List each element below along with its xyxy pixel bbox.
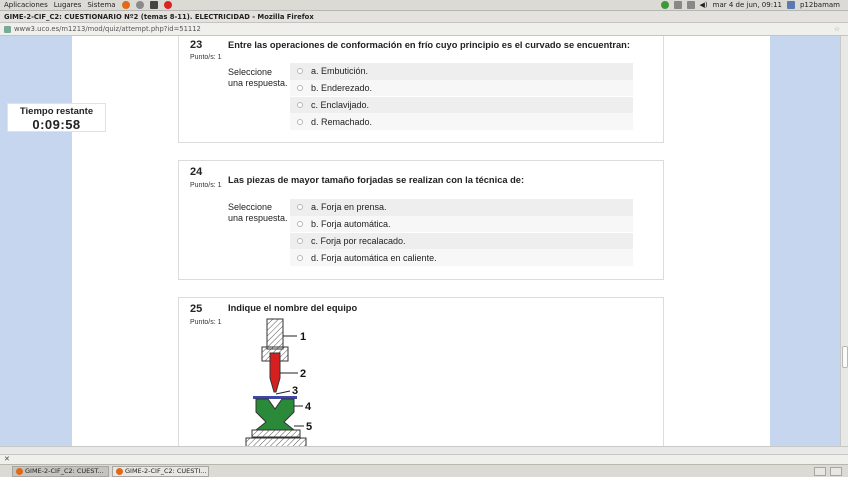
question-number: 25 xyxy=(190,303,203,315)
answer-option-label[interactable]: c. Enclavijado. xyxy=(311,99,370,110)
question-25 xyxy=(178,297,664,446)
question-points: Punto/s: 1 xyxy=(190,182,222,189)
select-prompt: Seleccione una respuesta. xyxy=(228,202,288,223)
answer-option-label[interactable]: a. Embutición. xyxy=(311,66,369,77)
update-notifier-icon[interactable] xyxy=(661,1,669,9)
base-part xyxy=(246,438,306,446)
answer-options xyxy=(290,199,633,266)
answer-option-label[interactable]: b. Forja automática. xyxy=(311,219,391,230)
taskbar-window-label[interactable]: GIME-2-CIF_C2: CUEST... xyxy=(25,467,104,475)
question-points: Punto/s: 1 xyxy=(190,319,222,326)
clock[interactable]: mar 4 de jun, 09:11 xyxy=(712,1,782,9)
time-remaining-block xyxy=(7,103,106,132)
figure-label: 2 xyxy=(300,368,307,380)
radio-button[interactable] xyxy=(297,68,303,74)
answer-option-label[interactable]: d. Forja automática en caliente. xyxy=(311,252,437,263)
horizontal-scrollbar[interactable] xyxy=(0,446,848,454)
page-viewport xyxy=(0,36,840,446)
radio-button[interactable] xyxy=(297,119,303,125)
workspace-1[interactable] xyxy=(814,467,826,476)
answer-option[interactable] xyxy=(290,80,633,97)
figure-label: 4 xyxy=(305,401,312,413)
radio-button[interactable] xyxy=(297,102,303,108)
answer-option[interactable] xyxy=(290,216,633,233)
volume-icon[interactable]: ◀) xyxy=(699,1,708,9)
question-number: 23 xyxy=(190,39,203,51)
question-number: 24 xyxy=(190,166,203,178)
status-bar xyxy=(0,454,848,464)
press-brake-diagram xyxy=(234,318,324,446)
help-launcher-icon[interactable] xyxy=(136,1,144,9)
answer-option[interactable] xyxy=(290,249,633,266)
firefox-launcher-icon[interactable] xyxy=(122,1,130,9)
bed-part xyxy=(252,430,300,437)
firefox-icon xyxy=(116,468,123,475)
die-part xyxy=(256,399,294,430)
answer-option[interactable] xyxy=(290,113,633,130)
window-title-bar xyxy=(0,11,848,23)
answer-option-label[interactable]: a. Forja en prensa. xyxy=(311,202,387,213)
scrollbar-thumb[interactable] xyxy=(842,346,848,368)
mail-icon[interactable] xyxy=(687,1,695,9)
firefox-icon xyxy=(16,468,23,475)
question-24 xyxy=(178,160,664,280)
answer-option-label[interactable]: c. Forja por recalacado. xyxy=(311,235,406,246)
workspace-switcher xyxy=(814,467,848,476)
radio-button[interactable] xyxy=(297,221,303,227)
ram-part xyxy=(267,319,283,349)
punch-part xyxy=(270,353,280,392)
select-prompt: Seleccione una respuesta. xyxy=(228,67,288,88)
address-bar[interactable] xyxy=(0,23,848,36)
radio-button[interactable] xyxy=(297,204,303,210)
taskbar-window-button[interactable] xyxy=(112,466,209,477)
answer-option[interactable] xyxy=(290,63,633,80)
shutdown-launcher-icon[interactable] xyxy=(164,1,172,9)
figure-label: 1 xyxy=(300,331,307,343)
radio-button[interactable] xyxy=(297,85,303,91)
vertical-scrollbar[interactable] xyxy=(840,36,848,446)
user-icon xyxy=(787,1,795,9)
workspace-2[interactable] xyxy=(830,467,842,476)
user-name[interactable]: p12bamam xyxy=(799,1,840,9)
answer-option-label[interactable]: d. Remachado. xyxy=(311,116,373,127)
system-menu[interactable]: Sistema xyxy=(87,1,116,9)
close-icon[interactable]: ✕ xyxy=(4,455,10,463)
places-menu[interactable]: Lugares xyxy=(53,1,82,9)
question-text: Indique el nombre del equipo xyxy=(228,303,358,313)
answer-option[interactable] xyxy=(290,97,633,114)
figure-label: 3 xyxy=(292,385,299,397)
question-points: Punto/s: 1 xyxy=(190,54,222,61)
terminal-launcher-icon[interactable] xyxy=(150,1,158,9)
time-remaining-label: Tiempo restante xyxy=(19,106,94,117)
taskbar-window-button[interactable] xyxy=(12,466,109,477)
question-text: Las piezas de mayor tamaño forjadas se realizan con la técnica de: xyxy=(228,175,525,185)
radio-button[interactable] xyxy=(297,255,303,261)
window-title: GIME-2-CIF_C2: CUESTIONARIO Nº2 (temas 8-11). ELECTRICIDAD - Mozilla Firefox xyxy=(4,12,314,21)
radio-button[interactable] xyxy=(297,238,303,244)
right-background-column xyxy=(770,36,840,446)
bookmark-star-icon[interactable]: ☆ xyxy=(833,25,840,33)
taskbar-window-label[interactable]: GIME-2-CIF_C2: CUESTI... xyxy=(125,467,207,475)
network-icon[interactable] xyxy=(674,1,682,9)
answer-option[interactable] xyxy=(290,233,633,250)
question-23 xyxy=(178,36,664,143)
url-text[interactable]: www3.uco.es/m1213/mod/quiz/attempt.php?id=51112 xyxy=(14,25,201,33)
site-identity-icon[interactable] xyxy=(4,26,11,33)
bottom-taskbar xyxy=(0,464,848,477)
left-background-column xyxy=(0,36,72,446)
answer-option[interactable] xyxy=(290,199,633,216)
question-text: Entre las operaciones de conformación en frío cuyo principio es el curvado se encuentran: xyxy=(228,40,630,50)
system-top-panel xyxy=(0,0,848,11)
answer-option-label[interactable]: b. Enderezado. xyxy=(311,83,373,94)
time-remaining-value: 0:09:58 xyxy=(32,117,81,132)
answer-options xyxy=(290,63,633,130)
applications-menu[interactable]: Aplicaciones xyxy=(4,1,48,9)
figure-label: 5 xyxy=(306,421,313,433)
